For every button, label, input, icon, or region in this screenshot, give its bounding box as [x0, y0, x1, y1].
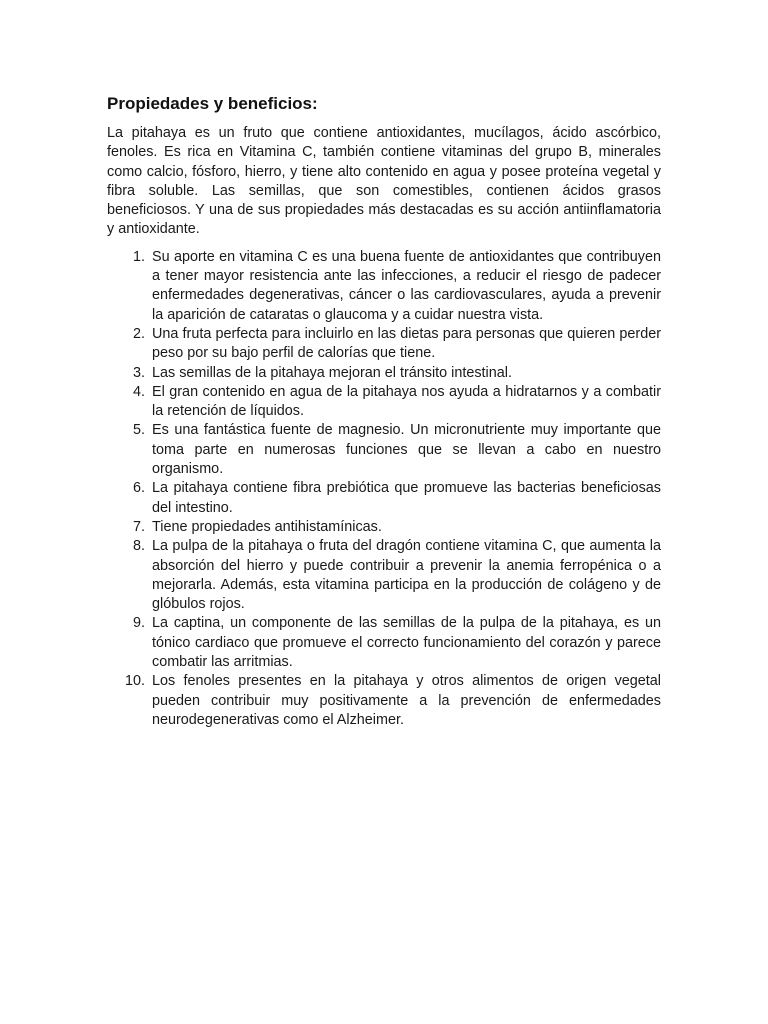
list-item — [107, 383, 661, 422]
intro-paragraph: La pitahaya es un fruto que contiene antioxidantes, mucílagos, ácido ascórbico, fenoles. Es rica en Vitamina C, también contiene vitaminas del grupo B, minerales como calcio, fósforo, hierro, y tiene alto contenido en agua y posee proteína vegetal y fibra soluble. Las semillas, que son comestibles, contienen ácidos grasos beneficiosos. Y una de sus propiedades más destacadas es su acción antiinflamatoria y antioxidante. — [107, 125, 661, 238]
list-item-text: Las semillas de la pitahaya mejoran el tránsito intestinal. — [152, 364, 512, 381]
list-item — [107, 479, 661, 518]
list-item-number: 1. — [132, 248, 145, 265]
benefits-list — [107, 248, 661, 730]
list-item — [107, 421, 661, 479]
document-heading: Propiedades y beneficios: — [107, 94, 318, 113]
list-item-number: 8. — [132, 538, 145, 555]
list-item-text: Tiene propiedades antihistamínicas. — [152, 518, 382, 535]
list-item — [107, 614, 661, 672]
list-item-text: La pulpa de la pitahaya o fruta del dragón contiene vitamina C, que aumenta la absorción del hierro y puede contribuir a prevenir la anemia ferropénica o a mejorarla. Además, esta vitamina participa en la producción de colágeno y de glóbulos rojos. — [152, 538, 661, 613]
list-item — [107, 364, 661, 383]
list-item-number: 10. — [124, 673, 145, 690]
list-item-number: 3. — [132, 364, 145, 381]
list-item — [107, 672, 661, 730]
list-item — [107, 248, 661, 325]
list-item-text: Su aporte en vitamina C es una buena fuente de antioxidantes que contribuyen a tener mayor resistencia ante las infecciones, a reducir el riesgo de padecer enfermedades degenerativas, cáncer o las cardiovasculares, ayuda a prevenir la aparición de cataratas o glaucoma y a cuidar nuestra vista. — [152, 248, 661, 323]
list-item-text: La pitahaya contiene fibra prebiótica que promueve las bacterias beneficiosas del intestino. — [152, 480, 661, 516]
list-item-text: El gran contenido en agua de la pitahaya nos ayuda a hidratarnos y a combatir la retención de líquidos. — [152, 383, 661, 420]
list-item — [107, 537, 661, 614]
list-item — [107, 325, 661, 364]
list-item-text: Una fruta perfecta para incluirlo en las dietas para personas que quieren perder peso por su bajo perfil de calorías que tiene. — [152, 325, 661, 362]
list-item-text: Los fenoles presentes en la pitahaya y otros alimentos de origen vegetal pueden contribuir muy positivamente a la prevención de enfermedades neurodegenerativas como el Alzheimer. — [152, 673, 661, 728]
list-item-text: Es una fantástica fuente de magnesio. Un micronutriente muy importante que toma parte en numerosas funciones que se llevan a cabo en nuestro organismo. — [152, 422, 661, 478]
list-item-number: 9. — [132, 615, 145, 632]
document-page — [107, 92, 661, 730]
list-item — [107, 518, 661, 537]
list-item-number: 6. — [132, 480, 145, 497]
list-item-number: 2. — [132, 325, 145, 342]
list-item-text: La captina, un componente de las semillas de la pulpa de la pitahaya, es un tónico cardiaco que promueve el correcto funcionamiento del corazón y parece combatir las arritmias. — [152, 615, 661, 671]
list-item-number: 5. — [132, 422, 145, 439]
list-item-number: 4. — [132, 383, 145, 400]
list-item-number: 7. — [132, 518, 145, 535]
